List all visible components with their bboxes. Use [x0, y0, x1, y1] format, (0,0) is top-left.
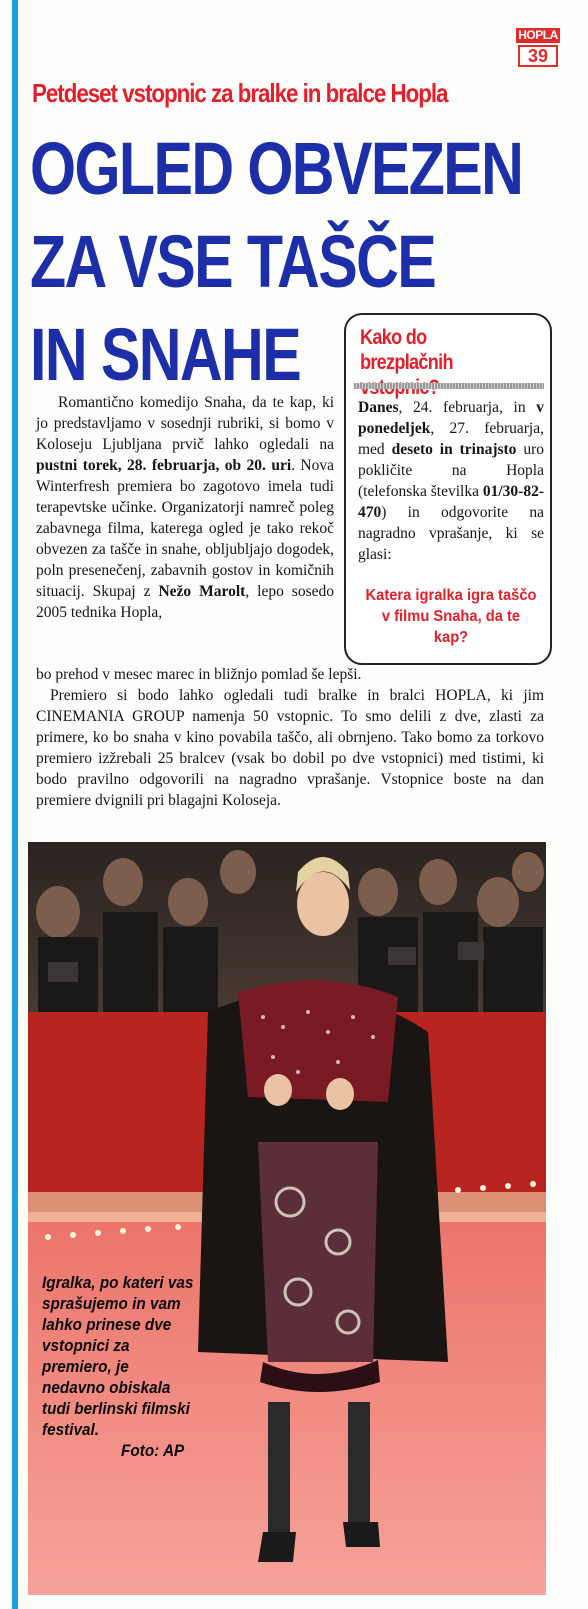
info-box: [344, 313, 552, 665]
info-date-monday: v ponedeljek: [358, 399, 544, 437]
page-number: 39: [518, 45, 558, 67]
info-box-divider: [354, 383, 544, 389]
badge-brand: HOPLA: [516, 28, 560, 43]
info-hours: deseto in trinajsto: [391, 441, 517, 458]
headline-line-3: IN SNAHE: [30, 313, 301, 396]
prize-question: Katera igralka igra taščo v filmu Snaha, da te kap?: [365, 587, 537, 646]
photo-caption: [42, 1272, 195, 1461]
photo-illustration: [28, 842, 546, 1595]
article-date-highlight: pustni torek, 28. februarja, ob 20. uri: [36, 457, 292, 474]
kicker-subtitle: Petdeset vstopnic za bralke in bralce Hopla: [32, 78, 448, 108]
caption-text: Igralka, po kateri vas sprašujemo in vam lahko prinese dve vstopnici za premiero, je nedavno obiskala tudi berlinski filmski festival.: [42, 1273, 194, 1439]
info-text-part: ) in odgovorite na nagradno vprašanje, ki se glasi:: [358, 504, 544, 563]
headline-line-1: OGLED OBVEZEN: [30, 127, 523, 210]
article-text: Romantično komedijo Snaha, da te kap, ki jo predstavljamo v sosednji rubriki, si bomo v Koloseju Ljubljana prvič lahko ogledali na: [36, 394, 334, 453]
info-date-today: Danes: [358, 399, 399, 416]
photo-credit: Foto: AP: [121, 1441, 185, 1460]
info-phone-number: 01/30-82-470: [358, 483, 544, 521]
article-text: , lepo sosedo 2005 tednika Hopla,: [36, 583, 334, 621]
info-text-part: uro pokličite na Hopla (telefonska številka: [358, 441, 544, 500]
info-text-part: , 24. februarja, in: [398, 399, 537, 416]
info-box-text: [358, 397, 544, 565]
article-paragraph-1-end: bo prehod v mesec marec in bližnjo pomlad še lepši.: [36, 666, 362, 683]
article-full-width: [36, 664, 544, 811]
red-carpet-photo: [28, 842, 546, 1595]
page-badge: [516, 28, 560, 70]
info-box-title: Kako do brezplačnih: [360, 326, 453, 374]
article-paragraph-1: [36, 392, 334, 623]
article-paragraph-2: Premiero si bodo lahko ogledali tudi bralke in bralci HOPLA, ki jim CINEMANIA GROUP namenja 50 vstopnic. To smo delili z dve, zlasti za primere, ko bo snaha v kino povabila taščo, ali obrnjeno. Tako bomo za torkovo premiero izžrebali 25 bralcev (vsak bo dobil po dve vstopnici) med tistimi, ki bodo pravilno odgovorili na nagradno vprašanje. Vstopnice boste na dan premiere dvignili pri blagajni Koloseja.: [36, 687, 544, 809]
article-text: . Nova Winterfresh premiera bo zagotovo imela tudi terapevtske učinke. Organizatorji namreč poleg zabavnega filma, katerega ogled je tako rekoč obvezen za tašče in snahe, obljubljajo dogodek, poln presenečenj, zabavnih gostov in komičnih situacij. Skupaj z: [36, 457, 334, 600]
info-text-part: , 27. februarja, med: [358, 420, 544, 458]
article-name-highlight: Nežo Marolt: [158, 583, 246, 600]
left-color-rule: [12, 0, 18, 1609]
headline-line-2: ZA VSE TAŠČE: [30, 220, 436, 303]
